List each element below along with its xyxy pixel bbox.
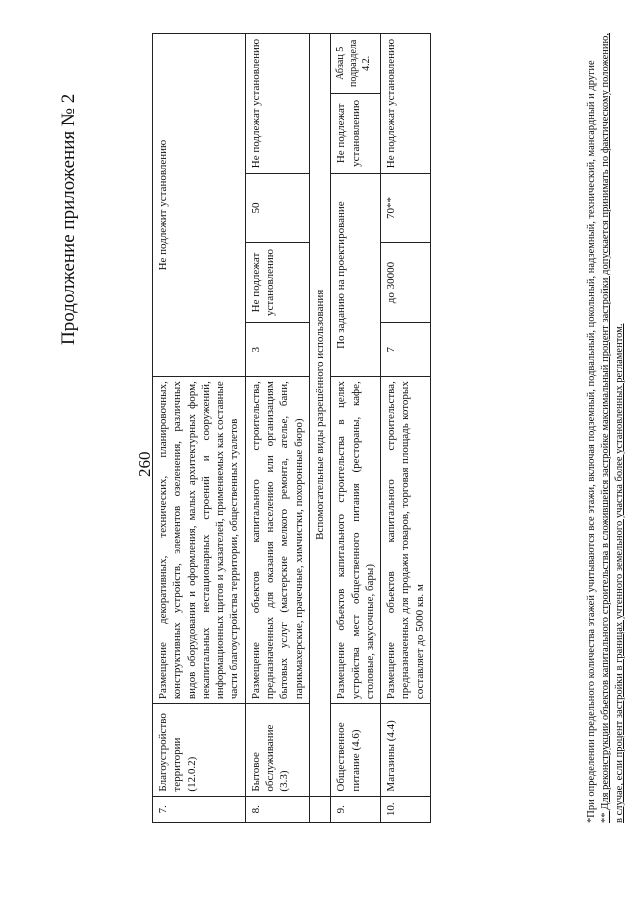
- build-percent-cell: 70**: [381, 174, 431, 243]
- table-row: [245, 34, 309, 823]
- footnote-2: ** Для реконструкции объектов капитального строительства в сложившейся застройке максимальный процент застройки допускается принимать по фактическому положению, в случае, если процент застройки в границах учтенного земельного участка более установленных регламентом.: [600, 33, 626, 823]
- section-row: [309, 34, 330, 823]
- row-number: 8.: [245, 796, 309, 822]
- use-type-name: Магазины (4.4): [381, 704, 431, 796]
- page-title: Продолжение приложения № 2: [58, 93, 79, 345]
- row-number: 10.: [381, 796, 431, 822]
- use-type-description: Размещение объектов капитального строительства в целях устройства мест общественного питания (рестораны, кафе, столовые, закусочные, бары): [331, 377, 381, 704]
- table-row: [331, 34, 381, 823]
- merged-parameters-cell: Не подлежит установлению: [153, 34, 246, 377]
- use-type-description: Размещение декоративных, технических, планировочных, конструктивных устройств, элементов озеленения, различных видов оборудования и оформления, малых архитектурных форм, некапитальных нестационарных строений и сооружений, информационных щитов и указателей, применяемых как составные части благоустройства территории, общественных туалетов: [153, 377, 246, 704]
- use-type-description: Размещение объектов капитального строительства, предназначенных для оказания населению или организациям бытовых услуг (мастерские мелкого ремонта, ателье, бани, парикмахерские, прачечные, химчистки, похоронные бюро): [245, 377, 309, 704]
- table-row: [153, 34, 246, 823]
- other-params-cell: Не подлежат установлению: [331, 93, 381, 173]
- footnote-1: *При определении предельного количества этажей учитываются все этажи, включая подземный, подвальный, цокольный, надземный, технический, мансардный и другие: [586, 60, 597, 823]
- other-params-cell: Не подлежат установлению: [381, 34, 431, 174]
- max-floors-cell: 3: [245, 323, 309, 377]
- section-title: Вспомогательные виды разрешённого использования: [309, 34, 330, 797]
- row-number: 9.: [331, 796, 381, 822]
- use-type-name: Общественное питание (4.6): [331, 704, 381, 796]
- build-percent-cell: 50: [245, 174, 309, 243]
- footnotes: [585, 33, 628, 823]
- use-type-name: Бытовое обслуживание (3.3): [245, 704, 309, 796]
- reference-cell: Абзац 5 подраздела 4.2.: [331, 34, 381, 94]
- max-floors-cell: 7: [381, 323, 431, 377]
- plot-area-cell: до 30000: [381, 242, 431, 322]
- section-spacer: [309, 796, 330, 822]
- row-number: 7.: [153, 796, 246, 822]
- table-row: [381, 34, 431, 823]
- use-type-name: Благоустройство территории (12.0.2): [153, 704, 246, 796]
- design-task-cell: По заданию на проектирование: [331, 174, 381, 377]
- other-params-cell: Не подлежат установлению: [245, 34, 309, 174]
- page-number: 260: [135, 451, 154, 477]
- plot-area-cell: Не подлежат установлению: [245, 242, 309, 322]
- use-type-description: Размещение объектов капитального строительства, предназначенных для продажи товаров, торговая площадь которых составляет до 5000 кв. м: [381, 377, 431, 704]
- regulations-table: [152, 33, 431, 823]
